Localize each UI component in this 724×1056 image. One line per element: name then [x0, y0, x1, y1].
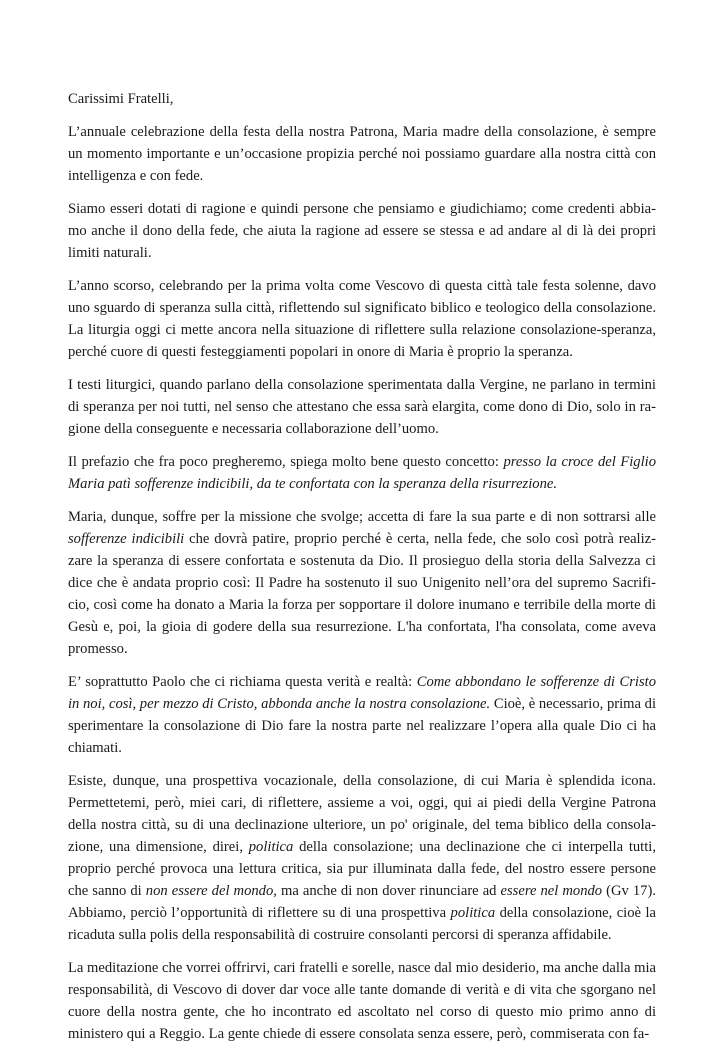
paragraph-9: La meditazione che vorrei offrirvi, cari fratelli e sorelle, nasce dal mio desiderio, ma anche dalla mia responsabilità, di Vescovo di dover dar voce alle tante domande di verità e di vita che sgorgano nel cuore della nostra gente, che ho incontrato ed ascoltato nel corso di questo mio primo anno di ministero qui a Reggio. La gente chiede di essere consolata senza essere, però, commiserata con fa-	[68, 960, 656, 1042]
paragraph-6	[68, 506, 656, 660]
paragraph-8-text-c: della consolazione; una declinazione che ci interpella tutti, proprio perché provoca una lettura critica, sia pur illuminata dalla fede, del nostro essere persone che sanno di	[68, 839, 656, 899]
paragraph-6-text-end: che dovrà patire, proprio perché è certa, nella fede, che solo così potrà realiz-zare la speranza di essere confortata e sostenuta da Dio. Il prosieguo della storia della Salvezza ci dice che è andata proprio così: Il Padre ha sostenuto il suo Unigenito nell’ora del supremo Sacrifi-cio, così come ha donato a Maria la forza per sopportare il dolore inumano e terribile della morte di Gesù e, poi, la gioia di godere della sua resurrezione. L'ha confortata, l'ha consolata, come aveva promesso.	[68, 531, 656, 657]
paragraph-7-text-end: Cioè, è necessario, prima di sperimentare la consolazione di Dio fare la nostra parte nel realizzare l’opera alla quale Dio ci ha chiamati.	[68, 696, 656, 756]
paragraph-8-emphasis-politica: politica	[248, 839, 294, 855]
paragraph-5-text: Il prefazio che fra poco pregheremo, spiega molto bene questo concetto:	[68, 454, 504, 470]
paragraph-7-text-start: E’ soprattutto Paolo che ci richiama questa verità e realtà:	[68, 674, 417, 690]
paragraph-6-emphasis: sofferenze indicibili	[68, 531, 185, 547]
letter-body	[68, 88, 656, 1056]
paragraph-8-text-a: Esiste, dunque, una prospettiva vocazionale, della consolazione, di cui Maria è splendida icona. Permettetemi, però, miei cari, di riflettere, assieme a voi, oggi, qui ai piedi della Vergine Patrona della nostra città, su di una declinazione ulteriore, un po' originale, del tema biblico della consola-zione, una dimensione, direi,	[68, 773, 656, 855]
paragraph-8-emphasis-non-essere: non essere del mondo	[145, 883, 274, 899]
paragraph-7	[68, 671, 656, 759]
paragraph-4: I testi liturgici, quando parlano della consolazione sperimentata dalla Vergine, ne parlano in termini di speranza per noi tutti, nel senso che attestano che essa sarà elargita, come dono di Dio, solo in ra-gione della conseguente e necessaria collaborazione dell’uomo.	[68, 377, 656, 437]
paragraph-5	[68, 451, 656, 495]
paragraph-5-quote: presso la croce del Figlio Maria patì sofferenze indicibili, da te confortata con la speranza della risurrezione.	[68, 454, 656, 492]
paragraph-8-emphasis-essere-nel-mondo: essere nel mondo	[500, 883, 603, 899]
paragraph-7-quote: Come abbondano le sofferenze di Cristo in noi, così, per mezzo di Cristo, abbonda anche la nostra consolazione.	[68, 674, 656, 712]
paragraph-2: Siamo esseri dotati di ragione e quindi persone che pensiamo e giudichiamo; come credenti abbia-mo anche il dono della fede, che aiuta la ragione ad essere se stessa e ad andare al di là dei propri limiti naturali.	[68, 201, 656, 261]
paragraph-8-text-i: della consolazione, cioè la ricaduta sulla polis della responsabilità di costruire consolanti percorsi di speranza affidabile.	[68, 905, 656, 943]
paragraph-8	[68, 770, 656, 946]
paragraph-8-text-g: (Gv 17). Abbiamo, perciò l’opportunità di riflettere su di una prospettiva	[68, 883, 656, 921]
paragraph-1: L’annuale celebrazione della festa della nostra Patrona, Maria madre della consolazione, è sempre un momento importante e un’occasione propizia perché noi possiamo guardare alla nostra città con intelligenza e con fede.	[68, 124, 656, 184]
paragraph-6-text-start: Maria, dunque, soffre per la missione che svolge; accetta di fare la sua parte e di non sottrarsi alle	[68, 509, 656, 525]
paragraph-3: L’anno scorso, celebrando per la prima volta come Vescovo di questa città tale festa solenne, davo uno sguardo di speranza sulla città, riflettendo sul significato biblico e teologico della consolazione. La liturgia oggi ci mette ancora nella situazione di riflettere sulla relazione consolazione-speranza, perché cuore di questi festeggiamenti popolari in onore di Maria è proprio la speranza.	[68, 278, 656, 360]
paragraph-8-emphasis-politica-2: politica	[450, 905, 496, 921]
letter-greeting: Carissimi Fratelli,	[68, 91, 174, 107]
paragraph-8-text-e: , ma anche di non dover rinunciare ad	[273, 883, 501, 899]
